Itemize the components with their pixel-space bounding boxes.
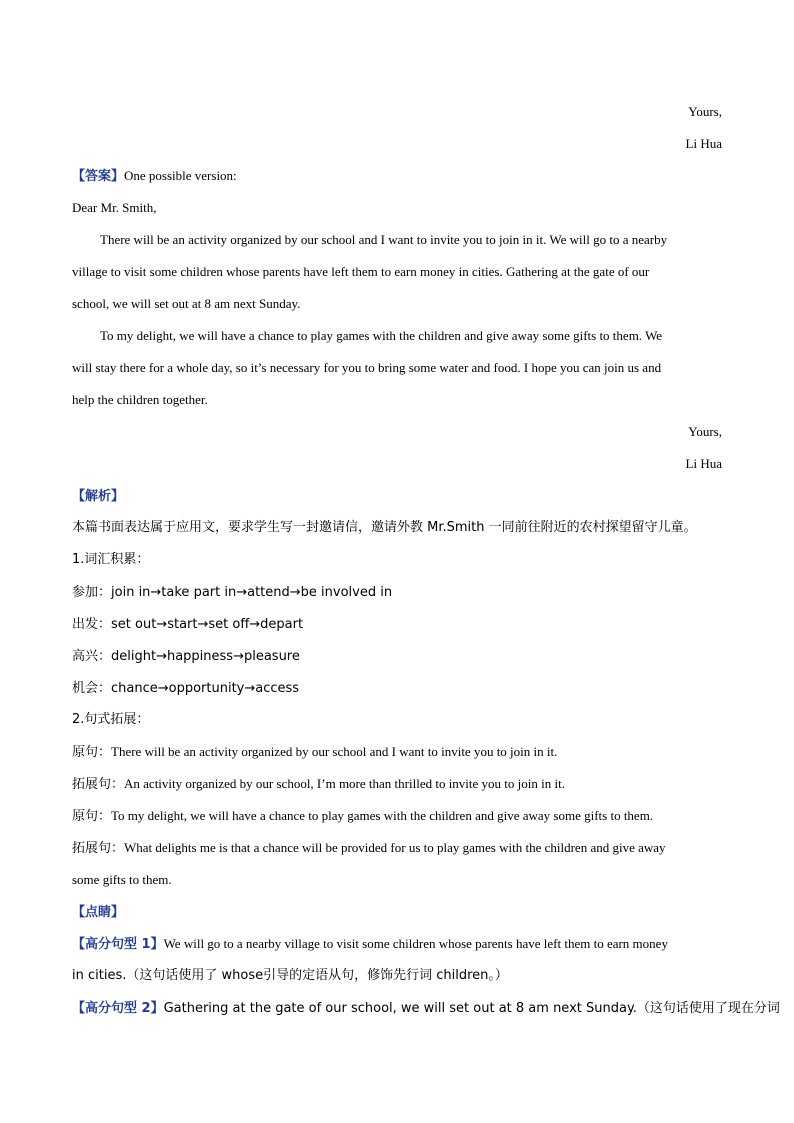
- letter-greeting: Dear Mr. Smith,: [72, 200, 157, 215]
- vocab-label: 机会：: [72, 681, 112, 696]
- vocab-label: 出发：: [72, 617, 112, 632]
- closing-yours-top: Yours,: [688, 104, 722, 119]
- sentence-item: [72, 832, 722, 864]
- highlight-text-cont: in cities.（这句话使用了 whose引导的定语从句，修饰先行词 children。）: [72, 968, 508, 983]
- vocab-item: [72, 576, 722, 608]
- sentence-text: To my delight, we will have a chance to play games with the children and give away some gifts to them.: [111, 808, 654, 823]
- highlight-text: Gathering at the gate of our school, we will set out at 8 am next Sunday.（这句话使用了现在分词: [163, 1001, 780, 1016]
- analysis-header: [72, 480, 722, 512]
- letter-p2-line: will stay there for a whole day, so it’s necessary for you to bring some water and food. I hope you can join us and: [72, 360, 662, 375]
- vocab-words: join in→take part in→attend→be involved in: [111, 585, 393, 600]
- answer-tag: 【答案】: [72, 169, 125, 184]
- sentence-item: [72, 736, 722, 768]
- highlight-item: [72, 992, 780, 1024]
- sentence-item: [72, 800, 722, 832]
- answer-label: One possible version:: [124, 168, 237, 183]
- letter-p1-line: school, we will set out at 8 am next Sunday.: [72, 296, 301, 311]
- highlight-tag: 【高分句型 2】: [72, 1001, 164, 1016]
- sentence-label: 原句：: [72, 745, 112, 760]
- letter-p1-line: There will be an activity organized by our school and I want to invite you to join in it. We will go to a nearby: [100, 232, 668, 247]
- vocab-words: set out→start→set off→depart: [111, 617, 304, 632]
- vocab-words: delight→happiness→pleasure: [111, 649, 300, 664]
- letter-p2-line: help the children together.: [72, 392, 208, 407]
- letter-p2-line: To my delight, we will have a chance to play games with the children and give away some gifts to them. We: [100, 328, 663, 343]
- sentence-text: What delights me is that a chance will be provided for us to play games with the children and give away: [124, 840, 666, 855]
- vocab-words: chance→opportunity→access: [111, 681, 300, 696]
- document-page: [72, 96, 780, 1024]
- highlight-tag: 【高分句型 1】: [72, 937, 164, 952]
- vocab-item: [72, 672, 722, 704]
- sentence-label: 拓展句：: [72, 841, 125, 856]
- vocab-heading: 1.词汇积累：: [72, 552, 150, 567]
- vocab-label: 高兴：: [72, 649, 112, 664]
- answer-header: [72, 160, 722, 192]
- vocab-item: [72, 608, 722, 640]
- letter-closing-yours: Yours,: [688, 424, 722, 439]
- letter-paragraph-2: [72, 320, 722, 416]
- letter-closing-name: Li Hua: [685, 456, 722, 471]
- analysis-intro: 本篇书面表达属于应用文，要求学生写一封邀请信，邀请外教 Mr.Smith 一同前往附近的农村探望留守儿童。: [72, 520, 697, 535]
- highlights-header: [72, 896, 722, 928]
- sentence-heading: 2.句式拓展：: [72, 712, 150, 727]
- sentence-text: An activity organized by our school, I’m more than thrilled to invite you to join in it.: [124, 776, 565, 791]
- highlight-text: We will go to a nearby village to visit some children whose parents have left them to earn money: [163, 936, 668, 951]
- sentence-label: 拓展句：: [72, 777, 125, 792]
- sentence-continuation: some gifts to them.: [72, 872, 172, 887]
- vocab-item: [72, 640, 722, 672]
- closing-name-top: Li Hua: [685, 136, 722, 151]
- highlight-item: [72, 928, 722, 960]
- vocab-label: 参加：: [72, 585, 112, 600]
- sentence-text: There will be an activity organized by our school and I want to invite you to join in it.: [111, 744, 558, 759]
- sentence-label: 原句：: [72, 809, 112, 824]
- analysis-tag: 【解析】: [72, 489, 125, 504]
- highlights-tag: 【点睛】: [72, 905, 125, 920]
- sentence-item: [72, 768, 722, 800]
- letter-paragraph-1: [72, 224, 722, 320]
- letter-p1-line: village to visit some children whose parents have left them to earn money in cities. Gathering at the gate of our: [72, 264, 650, 279]
